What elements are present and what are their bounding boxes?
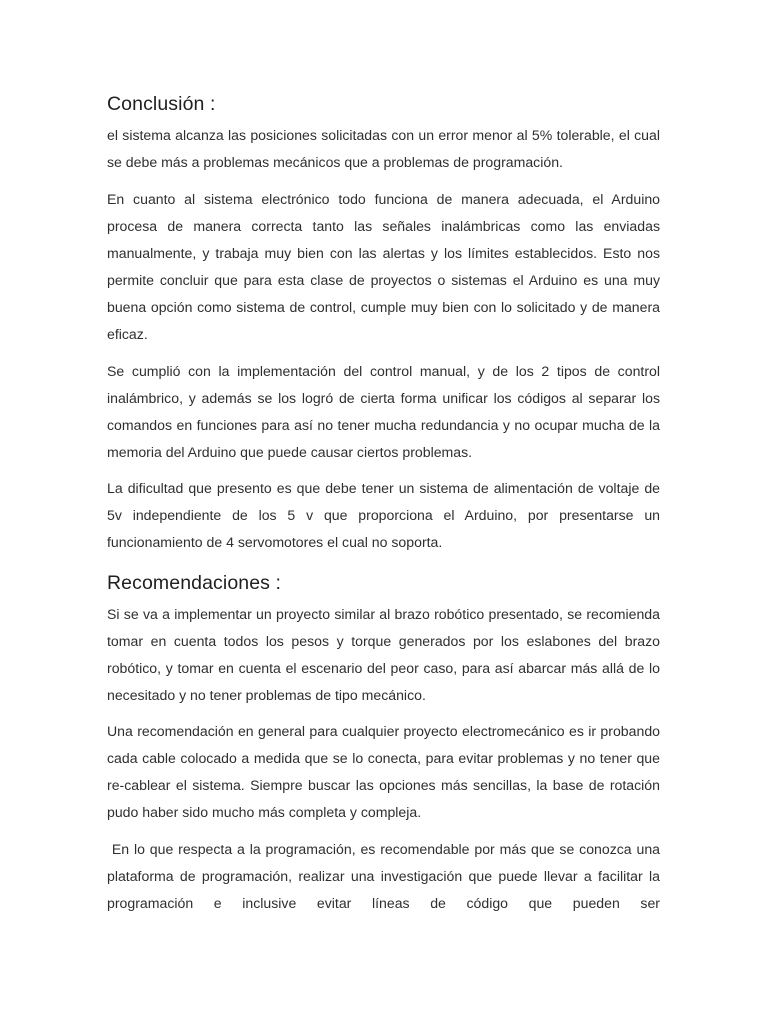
section-title-recommendations: Recomendaciones : [107, 572, 282, 594]
recommendation-paragraph: Una recomendación en general para cualquier proyecto electromecánico es ir probando cada cable colocado a medida que se lo conecta, para evitar problemas y no tener que re-cablear el sistema. Siempre buscar las opciones más sencillas, la base de rotación pudo haber sido mucho más completa y compleja. [107, 723, 660, 820]
conclusion-paragraph: Se cumplió con la implementación del control manual, y de los 2 tipos de control inalámbrico, y además se los logró de cierta forma unificar los códigos al separar los comandos en funciones para así no tener mucha redundancia y no ocupar mucha de la memoria del Arduino que puede causar ciertos problemas. [107, 363, 660, 460]
recommendation-paragraph: En lo que respecta a la programación, es recomendable por más que se conozca una plataforma de programación, realizar una investigación que puede llevar a facilitar la programación e inclusive evitar líneas de código que pueden ser [107, 841, 664, 911]
conclusion-paragraph: En cuanto al sistema electrónico todo funciona de manera adecuada, el Arduino procesa de manera correcta tanto las señales inalámbricas como las enviadas manualmente, y trabaja muy bien con las alertas y los límites establecidos. Esto nos permite concluir que para esta clase de proyectos o sistemas el Arduino es una muy buena opción como sistema de control, cumple muy bien con lo solicitado y de manera eficaz. [107, 191, 660, 342]
conclusion-paragraph: La dificultad que presento es que debe tener un sistema de alimentación de voltaje de 5v independiente de los 5 v que proporciona el Arduino, por presentarse un funcionamiento de 4 servomotores el cual no soporta. [107, 480, 660, 550]
conclusion-paragraph: el sistema alcanza las posiciones solicitadas con un error menor al 5% tolerable, el cual se debe más a problemas mecánicos que a problemas de programación. [107, 127, 660, 170]
recommendation-paragraph: Si se va a implementar un proyecto similar al brazo robótico presentado, se recomienda tomar en cuenta todos los pesos y torque generados por los eslabones del brazo robótico, y tomar en cuenta el escenario del peor caso, para así abarcar más allá de lo necesitado y no tener problemas de tipo mecánico. [107, 606, 660, 703]
section-title-conclusion: Conclusión : [107, 93, 216, 115]
